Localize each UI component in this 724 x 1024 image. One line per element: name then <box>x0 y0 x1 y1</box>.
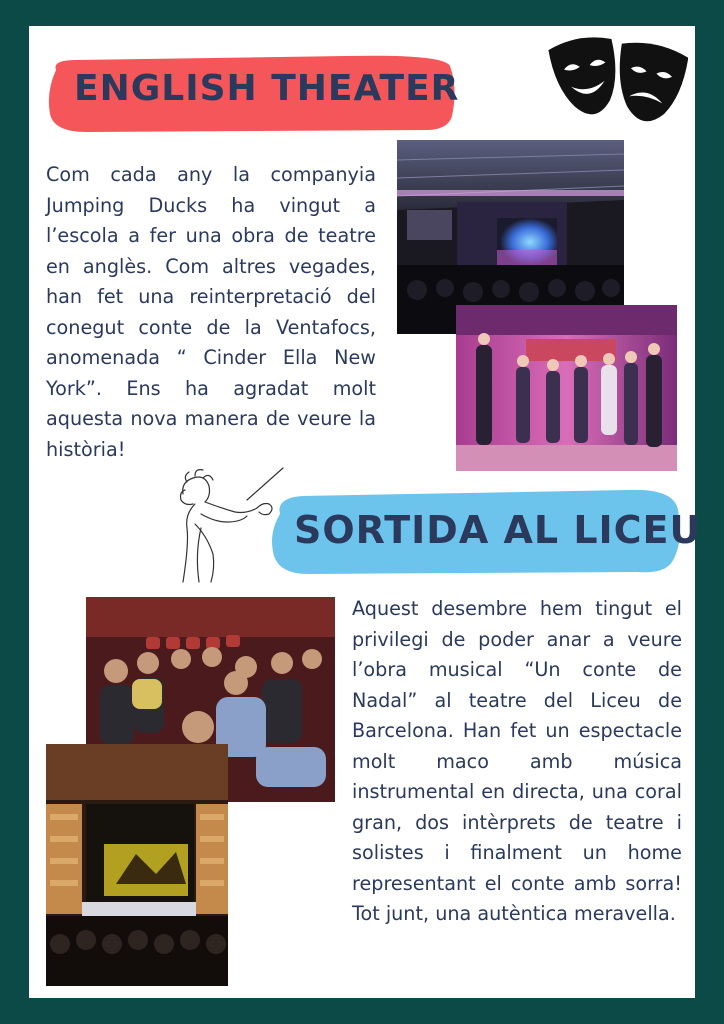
section-title-english-theater: ENGLISH THEATER <box>74 68 460 109</box>
english-theater-paragraph: Com cada any la companyia Jumping Ducks ha vingut a l’escola a fer una obra de teatre en anglès. Com altres vegades, han fet una reinterpretació del conegut conte de la Ventafocs, anomenada “ Cinder Ella New York”. Ens ha agradat molt aquesta nova manera de veure la història! <box>46 163 376 461</box>
sortida-liceu-paragraph: Aquest desembre hem tingut el privilegi de poder anar a veure l’obra musical “Un conte de Nadal” al teatre del Liceu de Barcelona. Han fet un espectacle molt maco amb música instrumental en directa, una coral gran, dos intèrprets de teatre i solistes i finalment un home representant el conte amb sorra! Tot junt, una autèntica meravella. <box>352 597 682 925</box>
liceu-stage-photo <box>46 744 228 986</box>
actors-stage-photo <box>456 305 677 471</box>
section-title-sortida-liceu: SORTIDA AL LICEU <box>294 508 702 552</box>
theater-masks-icon <box>548 34 688 128</box>
